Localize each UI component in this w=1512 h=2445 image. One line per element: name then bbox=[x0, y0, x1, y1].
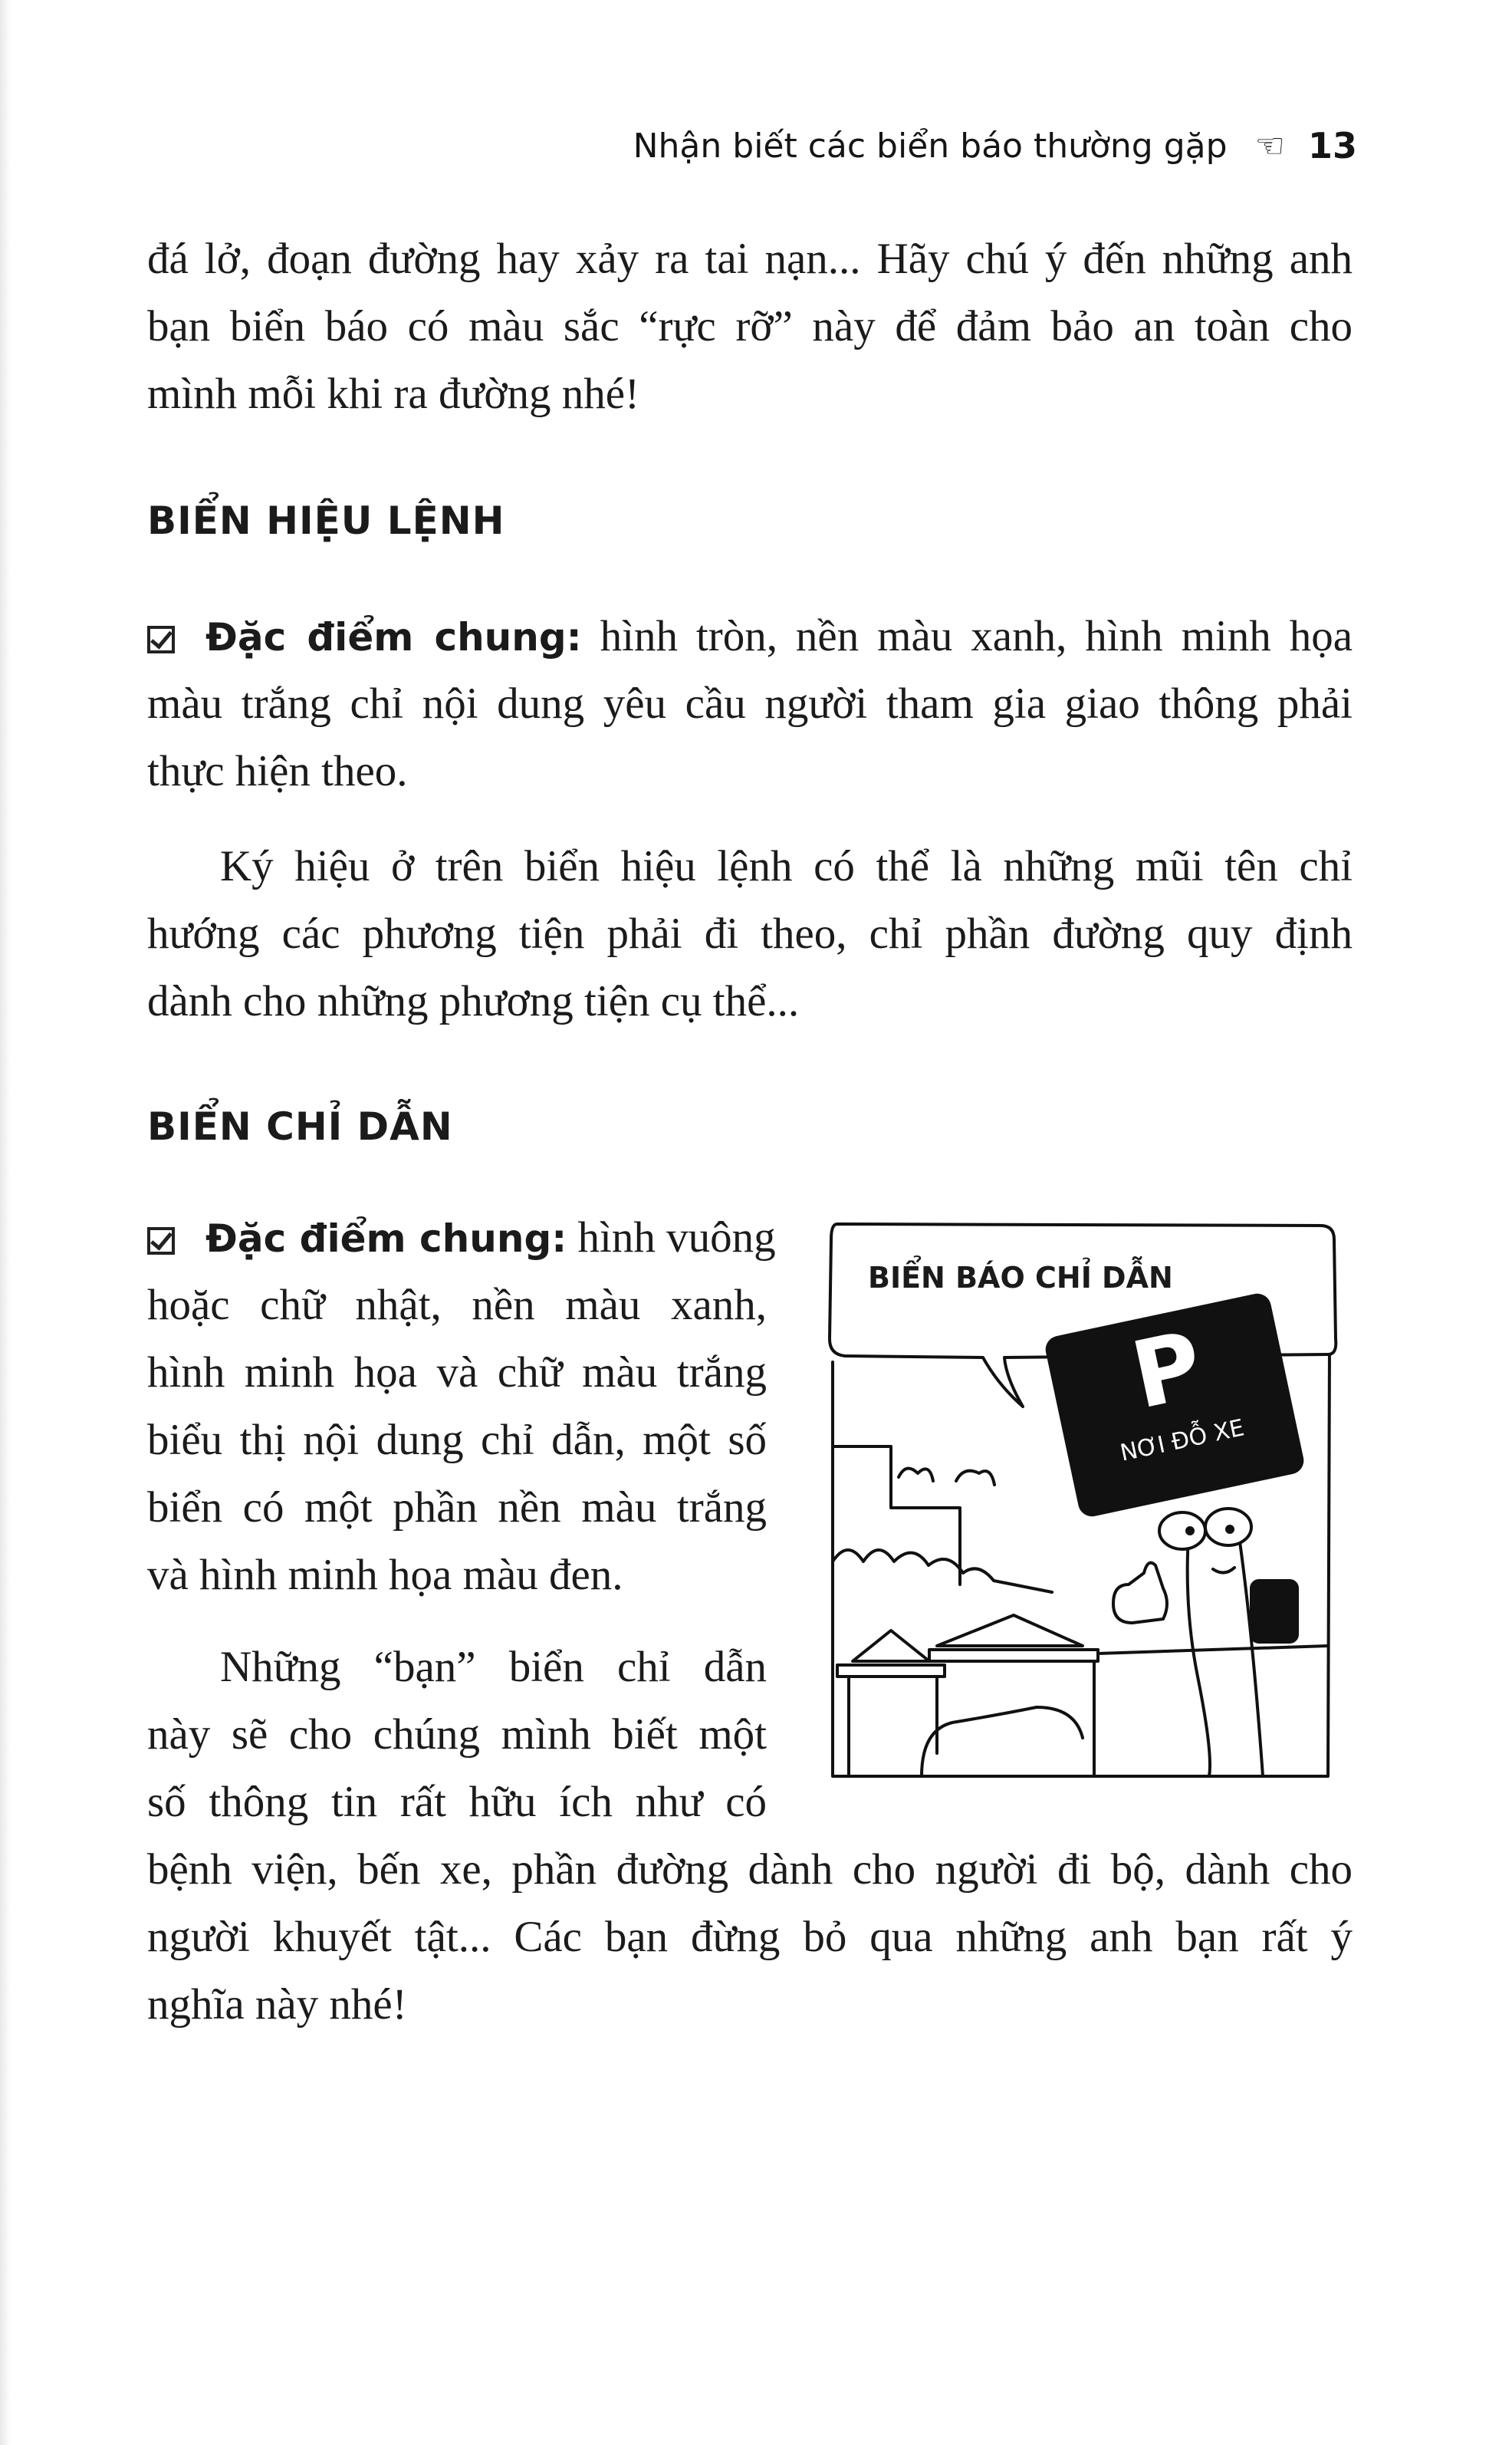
text-line: hoặc chữ nhật, nền màu xanh, bbox=[147, 1281, 767, 1329]
text-line: màu trắng chỉ nội dung yêu cầu người tham gia giao thông phải bbox=[147, 680, 1353, 728]
text-line: dành cho những phương tiện cụ thể... bbox=[147, 977, 800, 1025]
text-line: biểu thị nội dung chỉ dẫn, một số bbox=[147, 1416, 767, 1464]
parking-sign-illustration bbox=[822, 1216, 1340, 1778]
text-line: đá lở, đoạn đường hay xảy ra tai nạn... Hãy chú ý đến những anh bbox=[147, 235, 1353, 283]
text-line: biển có một phần nền màu trắng bbox=[147, 1483, 767, 1532]
text-line: thực hiện theo. bbox=[147, 747, 408, 795]
checkbox-icon bbox=[147, 1227, 175, 1255]
section2-feature bbox=[147, 1204, 776, 1609]
running-title: Nhận biết các biển báo thường gặp bbox=[633, 126, 1228, 166]
page-edge bbox=[0, 0, 11, 2445]
running-header bbox=[629, 119, 1357, 173]
sign-letter: P bbox=[1123, 1311, 1211, 1430]
speech-bubble-caption: BIỂN BÁO CHỈ DẪN bbox=[868, 1261, 1173, 1295]
page-number: 13 bbox=[1307, 125, 1357, 166]
section-heading-bien-chi-dan: BIỂN CHỈ DẪN bbox=[147, 1104, 453, 1149]
feature-label: Đặc điểm chung: bbox=[205, 1216, 567, 1261]
text-line: người khuyết tật... Các bạn đừng bỏ qua những anh bạn rất ý bbox=[147, 1913, 1353, 1961]
text-line: bệnh viện, bến xe, phần đường dành cho người đi bộ, dành cho bbox=[147, 1845, 1353, 1894]
text-line: số thông tin rất hữu ích như có bbox=[147, 1778, 767, 1826]
text-line: Những “bạn” biển chỉ dẫn bbox=[220, 1643, 767, 1691]
text-line: hình vuông bbox=[567, 1213, 776, 1262]
section1-feature bbox=[147, 603, 1353, 805]
text-line: nghĩa này nhé! bbox=[147, 1980, 407, 2029]
sign-text: NƠI ĐỖ XE bbox=[1117, 1414, 1247, 1467]
checkbox-icon bbox=[147, 626, 175, 653]
section-heading-bien-hieu-lenh: BIỂN HIỆU LỆNH bbox=[147, 499, 505, 543]
text-line: hướng các phương tiện phải đi theo, chỉ phần đường quy định bbox=[147, 910, 1353, 958]
intro-paragraph bbox=[147, 225, 1353, 428]
text-line: này sẽ cho chúng mình biết một bbox=[147, 1710, 767, 1759]
section1-paragraph bbox=[147, 833, 1353, 1035]
text-line: hình tròn, nền màu xanh, hình minh họa bbox=[581, 612, 1353, 660]
feature-label: Đặc điểm chung: bbox=[205, 615, 582, 660]
text-line: Ký hiệu ở trên biển hiệu lệnh có thể là những mũi tên chỉ bbox=[220, 842, 1353, 890]
pointing-hand-icon: ☜ bbox=[1254, 126, 1285, 166]
text-line: hình minh họa và chữ màu trắng bbox=[147, 1348, 767, 1397]
text-line: bạn biển báo có màu sắc “rực rỡ” này để đảm bảo an toàn cho bbox=[147, 302, 1353, 350]
text-line: mình mỗi khi ra đường nhé! bbox=[147, 370, 640, 418]
text-line: và hình minh họa màu đen. bbox=[147, 1551, 623, 1599]
